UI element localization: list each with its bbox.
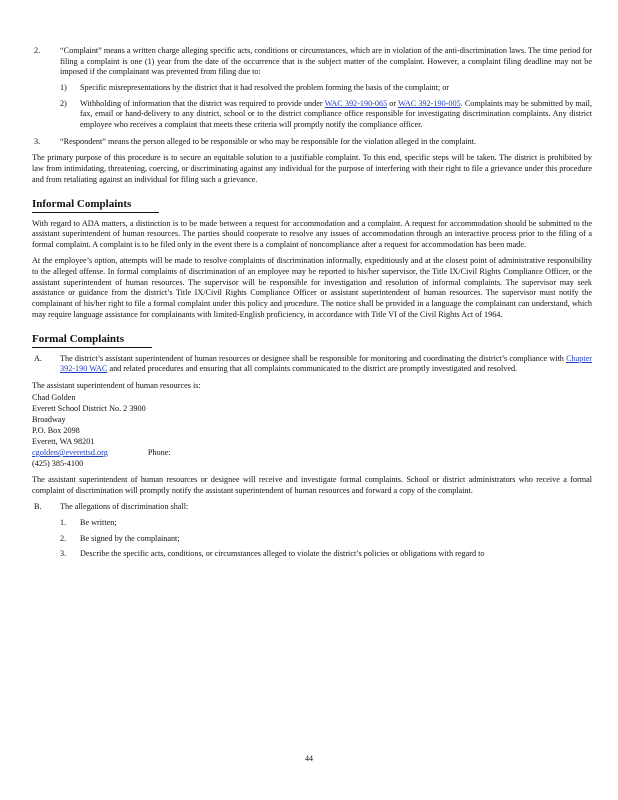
contact-intro: The assistant superintendent of human resources is: xyxy=(32,381,201,391)
wac-392-190-005-link[interactable]: WAC 392-190-005 xyxy=(398,98,461,108)
definition-complaint xyxy=(34,46,592,78)
sub-text: Be signed by the complainant; xyxy=(80,533,180,543)
sub-number: 2) xyxy=(60,98,67,108)
contact-phone-label: Phone: xyxy=(147,448,171,457)
sub-text-post: . Complaints may be submitted by mail, fax, email or hand-delivery to any district, school or to the district compliance office responsible for investigating discrimination complaints. Any district employee who receives a complaint that meets these criteria will promptly notify the compliance officer. xyxy=(80,98,592,129)
sub-text: Be written; xyxy=(80,518,117,528)
item-text: The allegations of discrimination shall: xyxy=(60,502,189,512)
sub-number: 2. xyxy=(60,533,67,543)
informal-paragraph-2: At the employee’s option, attempts will be made to resolve complaints of discrimination informally, expeditiously and at the closest point of administrative responsibility to the alleged offense. In formal complaints of discrimination of an employee may be reported to his/her supervisor, the Title IX/Civil Rights Compliance Officer, or the assistant superintendent of human resources. The supervisor will be responsible for investigation and resolution of informal complaints. The supervisor may seek assistance or guidance from the district’s Title IX/Civil Rights Compliance Officer or assistant superintendent of human resources. The supervisor must notify the complainant of his/her right to file a formal complaint under this policy and procedure. The notice shall be provided in a language the complainant can understand, which may require language assistance for complainants with limited-English proficiency, in accordance with Title VI of the Civil Rights Act of 1964. xyxy=(32,256,592,319)
contact-email-row xyxy=(32,447,592,458)
item-text: “Respondent” means the person alleged to be responsible or who may be responsible for the violation alleged in the complaint. xyxy=(60,136,477,146)
allegation-item-1 xyxy=(60,518,592,529)
receive-paragraph: The assistant superintendent of human resources or designee will receive and investigate formal complaints. School or district administrators who receive a formal complaint of discrimination will promptly notify the assistant superintendent of human resources and forward a copy of the complaint. xyxy=(32,475,592,495)
page-number: 44 xyxy=(305,754,313,763)
sub-text xyxy=(80,99,592,131)
formal-item-a xyxy=(34,354,592,375)
formal-complaints-heading: Formal Complaints xyxy=(32,332,152,347)
purpose-paragraph: The primary purpose of this procedure is to secure an equitable solution to a justifiable complaint. To this end, specific steps will be taken. The district is prohibited by law from intimidating, threatening, coercing, or discriminating against any individual for the purpose of interfering with their right to file a grievance under this procedure and from retaliating against an individual for filing such a grievance. xyxy=(32,153,592,184)
contact-phone: (425) 385-4100 xyxy=(32,459,84,469)
formal-item-b xyxy=(34,502,592,513)
contact-block xyxy=(32,392,592,469)
informal-paragraph-1: With regard to ADA matters, a distinction is to be made between a request for accommodation and a complaint. A request for accommodation should be submitted to the assistant superintendent of human resources. The parties should cooperate to resolve any issues of accommodation through an interactive process prior to the filing of a formal complaint. A complaint is to be filed only in the event there is a complaint of noncompliance after a request for accommodation has been made. xyxy=(32,218,592,249)
informal-complaints-heading: Informal Complaints xyxy=(32,197,159,212)
definition-respondent xyxy=(34,137,592,148)
contact-city: Everett, WA 98201 xyxy=(32,436,95,446)
item-number: 3. xyxy=(34,136,41,146)
page-content xyxy=(32,46,592,560)
contact-district: Everett School District No. 2 3900 xyxy=(32,403,146,413)
definition-sub-2 xyxy=(60,99,592,131)
sub-text-pre: Withholding of information that the district was required to provide under xyxy=(80,98,323,108)
item-letter: B. xyxy=(34,502,42,512)
sub-number: 1) xyxy=(60,82,67,92)
chapter-392-190-wac-link[interactable]: Chapter 392-190 WAC xyxy=(60,353,592,374)
contact-email-link[interactable]: cgolden@everettsd.org xyxy=(32,448,108,457)
definition-sub-1 xyxy=(60,83,592,94)
allegation-item-3 xyxy=(60,549,592,560)
sub-text-mid: or xyxy=(389,98,397,108)
item-a-pre: The district’s assistant superintendent of human resources or designee shall be responsible for monitoring and coordinating the district’s compliance with xyxy=(60,353,564,363)
item-number: 2. xyxy=(34,46,41,55)
allegation-item-2 xyxy=(60,534,592,545)
item-letter: A. xyxy=(34,353,42,363)
sub-number: 1. xyxy=(60,518,67,528)
wac-392-190-065-link[interactable]: WAC 392-190-065 xyxy=(324,98,388,108)
sub-text: Describe the specific acts, conditions, or circumstances alleged to violate the district’s policies or obligations with regard to xyxy=(80,549,485,559)
contact-pobox: P.O. Box 2098 xyxy=(32,425,80,435)
item-a-post: and related procedures and ensuring that all complaints communicated to the district are promptly investigated and resolved. xyxy=(109,364,518,374)
item-text xyxy=(60,354,592,375)
sub-text: Specific misrepresentations by the district that it had resolved the problem forming the basis of the complaint; or xyxy=(80,82,450,92)
sub-number: 3. xyxy=(60,549,67,559)
contact-street: Broadway xyxy=(32,414,66,424)
contact-name: Chad Golden xyxy=(32,392,76,402)
item-text: “Complaint” means a written charge alleging specific acts, conditions or circumstances, which are in violation of the anti-discrimination laws. The time period for filing a complaint is one (1) year from the date of the occurrence that is the subject matter of the complaint. However, a complaint filing deadline may not be imposed if the complainant was prevented from filing due to: xyxy=(60,46,592,77)
